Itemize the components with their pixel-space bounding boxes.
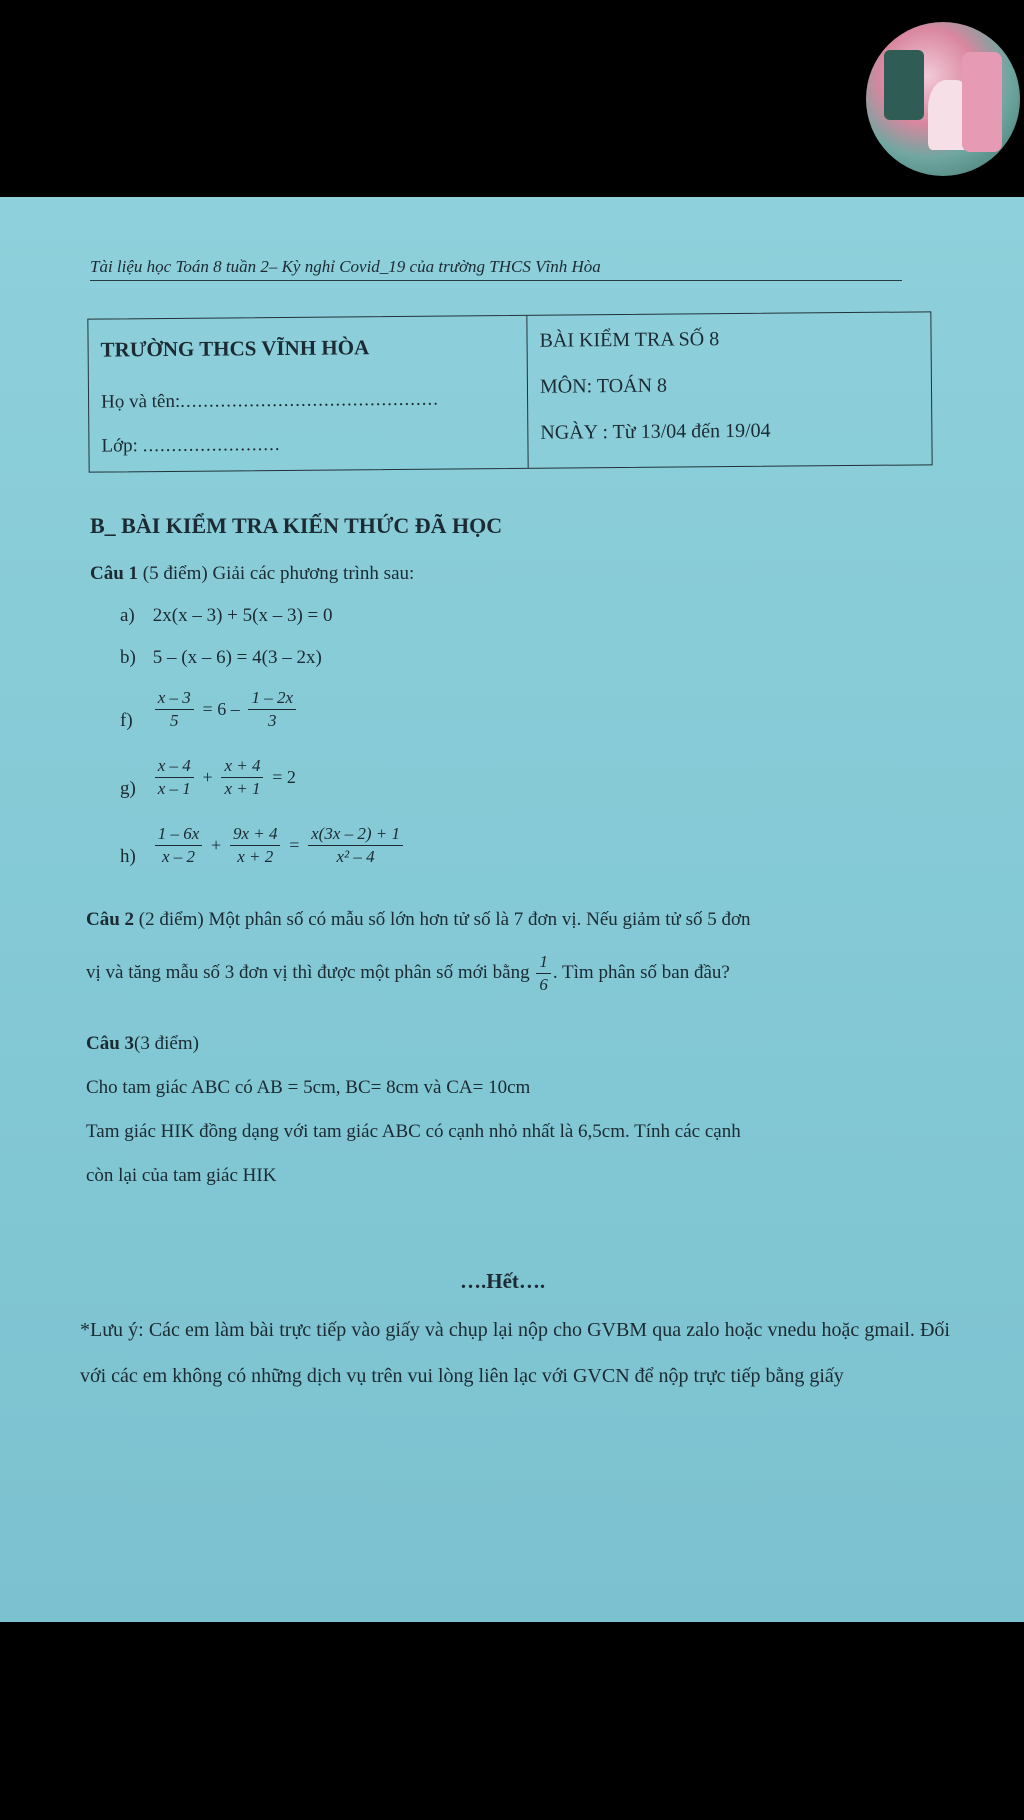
info-table (87, 311, 932, 472)
student-name-row (101, 389, 439, 414)
denominator: x + 2 (237, 847, 274, 866)
class-label: Lớp: (101, 435, 138, 457)
equation-b-label: b) (120, 647, 136, 668)
numerator: x(3x – 2) + 1 (308, 823, 403, 846)
denominator: x² – 4 (336, 847, 375, 866)
fraction (308, 823, 403, 868)
question-3-label: Câu 3 (86, 1033, 135, 1054)
fraction (248, 687, 296, 732)
equation-g (120, 755, 298, 800)
equation-h-label: h) (120, 846, 136, 867)
denominator: 6 (539, 975, 548, 994)
denominator: x + 1 (224, 779, 261, 798)
note-paragraph: *Lưu ý: Các em làm bài trực tiếp vào giấy và chụp lại nộp cho GVBM qua zalo hoặc vnedu hoặc gmail. Đối với các em không có những dịch vụ trên vui lòng liên lạc với GVCN để nộp trực tiếp bằng giấy (80, 1319, 950, 1387)
denominator: x – 2 (162, 847, 196, 866)
question-2-text: . Tìm phân số ban đầu? (552, 961, 730, 983)
equation-f-label: f) (120, 710, 133, 731)
question-2-text: (2 điểm) Một phân số có mẫu số lớn hơn tử số là 7 đơn vị. Nếu giảm tử số 5 đơn (134, 909, 751, 930)
class-row (101, 434, 280, 458)
question-2-line-1 (86, 909, 751, 931)
question-3-heading (86, 1033, 199, 1055)
equation-b (120, 647, 322, 669)
denominator: 3 (267, 711, 277, 730)
avatar-shape (962, 52, 1002, 152)
numerator: x – 3 (155, 687, 194, 710)
equation-h (120, 823, 405, 868)
fraction (155, 687, 194, 732)
numerator: x + 4 (221, 755, 263, 778)
question-3-points: (3 điểm) (134, 1033, 199, 1054)
document-page (0, 197, 1024, 1622)
question-2-text: vị và tăng mẫu số 3 đơn vị thì được một phân số mới bằng (86, 961, 530, 983)
denominator: x – 1 (157, 779, 191, 798)
fraction (230, 823, 281, 868)
operator: = 6 – (202, 699, 240, 719)
equation-a-expr: 2x(x – 3) + 5(x – 3) = 0 (152, 605, 333, 626)
section-title: B_ BÀI KIỂM TRA KIẾN THỨC ĐÃ HỌC (90, 513, 503, 538)
equation-g-label: g) (120, 778, 136, 799)
school-name: TRƯỜNG THCS VĨNH HÒA (100, 335, 370, 362)
question-3-line-3: còn lại của tam giác HIK (86, 1165, 277, 1186)
operator: = 2 (272, 767, 296, 787)
fraction (155, 823, 203, 868)
equation-a-label: a) (120, 605, 135, 626)
denominator: 5 (170, 711, 179, 730)
fraction (221, 755, 263, 800)
numerator: 1 (536, 951, 551, 974)
numerator: 1 – 6x (155, 823, 203, 846)
operator: = (289, 835, 300, 855)
operator: + (211, 835, 222, 855)
equation-b-expr: 5 – (x – 6) = 4(3 – 2x) (152, 647, 322, 668)
avatar-shape (884, 50, 924, 120)
numerator: 1 – 2x (248, 687, 296, 710)
bottom-black-area (0, 1622, 1024, 1820)
info-right-column (527, 312, 931, 468)
fraction-one-sixth (536, 951, 551, 996)
name-dots: ............................................. (180, 388, 440, 412)
profile-avatar[interactable] (866, 22, 1020, 176)
class-dots: ........................ (142, 434, 281, 457)
question-1-text: (5 điểm) Giải các phương trình sau: (138, 563, 415, 584)
subject: MÔN: TOÁN 8 (539, 374, 668, 398)
question-1-heading (90, 563, 414, 585)
header-note: Tài liệu học Toán 8 tuần 2– Kỳ nghỉ Covid_19 của trường THCS Vĩnh Hòa (90, 257, 902, 281)
question-3-line-1: Cho tam giác ABC có AB = 5cm, BC= 8cm và CA= 10cm (86, 1077, 531, 1098)
question-1-label: Câu 1 (90, 563, 139, 584)
info-left-column (88, 316, 528, 472)
question-3-line-2: Tam giác HIK đồng dạng với tam giác ABC có cạnh nhỏ nhất là 6,5cm. Tính các cạnh (86, 1121, 741, 1142)
fraction (155, 755, 194, 800)
question-2-line-2 (86, 951, 730, 996)
numerator: 9x + 4 (230, 823, 281, 846)
equation-f (120, 687, 298, 732)
equation-a (120, 605, 333, 627)
name-label: Họ và tên: (100, 390, 181, 413)
operator: + (202, 767, 213, 787)
test-title: BÀI KIỂM TRA SỐ 8 (539, 328, 720, 352)
question-2-label: Câu 2 (86, 909, 135, 930)
numerator: x – 4 (155, 755, 194, 778)
test-date: NGÀY : Từ 13/04 đến 19/04 (540, 419, 771, 444)
end-marker: ….Hết…. (460, 1269, 546, 1293)
